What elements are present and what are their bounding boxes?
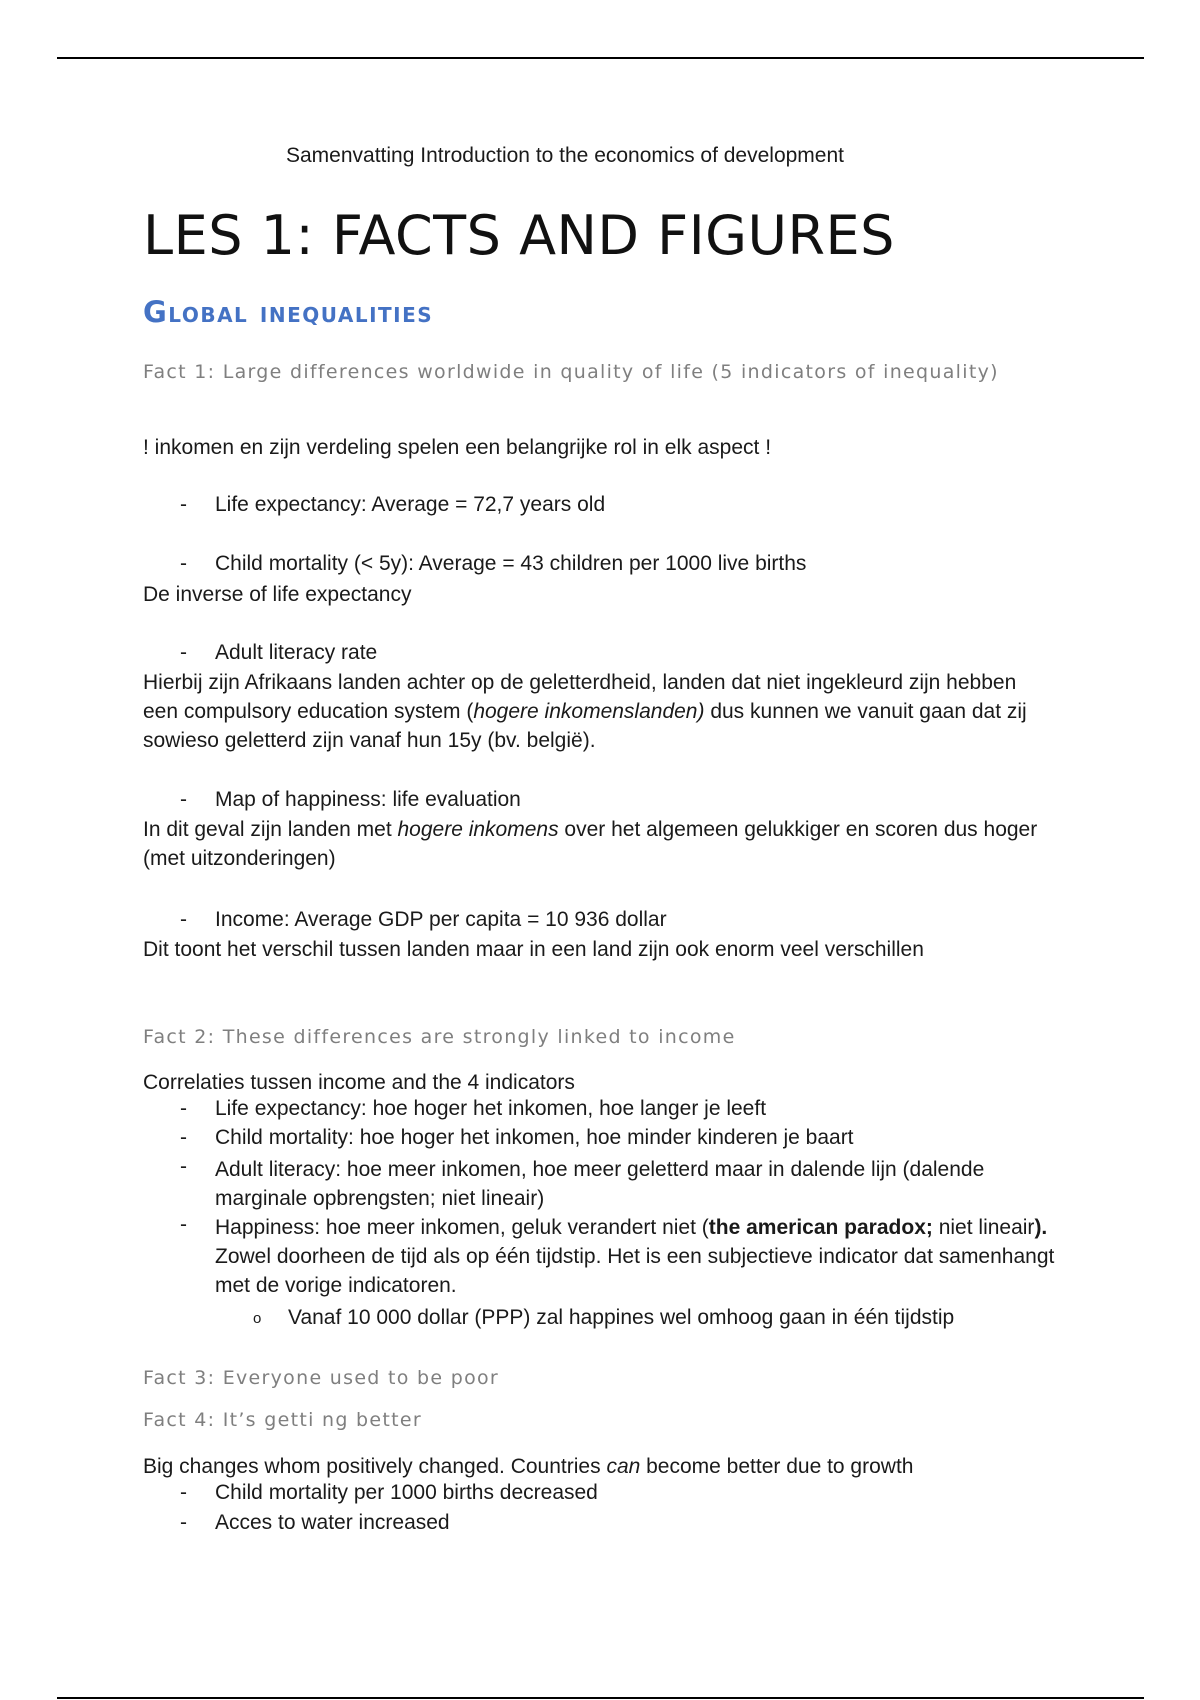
list-dash: - xyxy=(180,1155,187,1178)
list-item-label: Child mortality (< 5y): Average = 43 children per 1000 live births xyxy=(215,552,807,575)
list-item-text: Adult literacy: hoe meer inkomen, hoe meer geletterd maar in dalende lijn (dalende marginale opbrengsten; niet lineair) xyxy=(215,1158,985,1210)
text-run: In dit geval zijn landen met xyxy=(143,818,398,841)
fact-4-intro xyxy=(143,1452,913,1481)
list-dash: - xyxy=(180,788,187,811)
list-dash: - xyxy=(180,493,187,516)
fact-3-heading: Fact 3: Everyone used to be poor xyxy=(143,1367,500,1389)
text-run: niet lineair xyxy=(932,1216,1035,1239)
section-heading: Global inequalities xyxy=(143,295,434,329)
bold-text: ). xyxy=(1034,1216,1048,1239)
text-run: dus kunnen we vanuit gaan dat zij sowieso geletterd zijn vanaf hun 15y (bv. belgië). xyxy=(143,700,1027,752)
text-run: Big changes whom positively changed. Countries xyxy=(143,1455,607,1478)
list-dash: - xyxy=(180,1097,187,1120)
list-dash: - xyxy=(180,552,187,575)
emphasis: hogere inkomenslanden) xyxy=(473,700,705,723)
fact-2-intro: Correlaties tussen income and the 4 indicators xyxy=(143,1071,575,1094)
header-rule xyxy=(57,57,1144,59)
footer-rule xyxy=(57,1697,1144,1699)
fact-2-heading: Fact 2: These differences are strongly linked to income xyxy=(143,1026,736,1048)
paragraph xyxy=(143,668,1043,755)
paragraph: Dit toont het verschil tussen landen maar in een land zijn ook enorm veel verschillen xyxy=(143,938,924,961)
text-run: over het algemeen gelukkiger en scoren dus hoger (met uitzonderingen) xyxy=(143,818,1038,870)
lesson-title: LES 1: FACTS AND FIGURES xyxy=(143,204,895,267)
text-run: Hierbij zijn Afrikaans landen achter op de geletterdheid, landen dat niet ingekleurd zijn hebben een compulsory education system ( xyxy=(143,671,1017,723)
list-item-text: Acces to water increased xyxy=(215,1511,450,1534)
list-dash: - xyxy=(180,1213,187,1236)
emphasis: can xyxy=(606,1455,641,1478)
bold-text: the american paradox; xyxy=(708,1216,933,1239)
list-dash: - xyxy=(180,641,187,664)
list-item-text xyxy=(215,1213,1055,1300)
paragraph: De inverse of life expectancy xyxy=(143,583,412,606)
list-item-text: Child mortality: hoe hoger het inkomen, hoe minder kinderen je baart xyxy=(215,1126,854,1149)
list-item-label: Income: Average GDP per capita = 10 936 dollar xyxy=(215,908,667,931)
list-dash: - xyxy=(180,1126,187,1149)
fact-1-heading: Fact 1: Large differences worldwide in quality of life (5 indicators of inequality) xyxy=(143,361,999,383)
text-run: Happiness: hoe meer inkomen, geluk verandert niet ( xyxy=(215,1216,709,1239)
fact-1-note: ! inkomen en zijn verdeling spelen een belangrijke rol in elk aspect ! xyxy=(143,436,772,459)
document-subtitle: Samenvatting Introduction to the economics of development xyxy=(286,144,844,167)
list-item-label: Map of happiness: life evaluation xyxy=(215,788,521,811)
list-item-text: Life expectancy: hoe hoger het inkomen, hoe langer je leeft xyxy=(215,1097,767,1120)
list-dash: - xyxy=(180,908,187,931)
paragraph xyxy=(143,815,1043,873)
emphasis: hogere inkomens xyxy=(397,818,559,841)
list-item-label: Life expectancy: Average = 72,7 years old xyxy=(215,493,606,516)
list-item-label: Adult literacy rate xyxy=(215,641,378,664)
sub-list-item-text: Vanaf 10 000 dollar (PPP) zal happines wel omhoog gaan in één tijdstip xyxy=(288,1306,955,1329)
list-dash: - xyxy=(180,1511,187,1534)
circle-bullet: o xyxy=(253,1310,262,1327)
list-item-text: Child mortality per 1000 births decreased xyxy=(215,1481,598,1504)
list-dash: - xyxy=(180,1481,187,1504)
text-run: become better due to growth xyxy=(640,1455,914,1478)
fact-4-heading: Fact 4: It’s getti ng better xyxy=(143,1409,422,1431)
text-run: Zowel doorheen de tijd als op één tijdstip. Het is een subjectieve indicator dat samenhangt met de vorige indicatoren. xyxy=(215,1245,1055,1297)
